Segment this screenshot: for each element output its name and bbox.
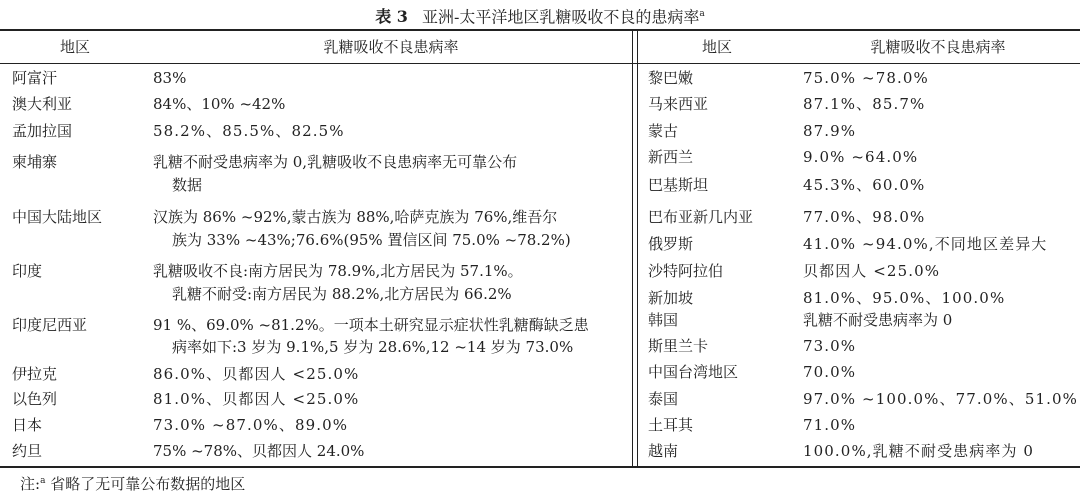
region-cell: 土耳其 <box>648 416 694 434</box>
region-cell: 以色列 <box>12 390 58 408</box>
region-cell: 中国台湾地区 <box>648 363 739 381</box>
rate-cell: 73.0% ~87.0%、89.0% <box>153 416 349 434</box>
region-cell: 新西兰 <box>648 148 694 166</box>
rate-cell: 81.0%、贝都因人 <25.0% <box>153 390 360 408</box>
footnote-mark: a <box>40 476 46 486</box>
table-number: 表 3 <box>375 7 408 27</box>
region-cell: 巴布亚新几内亚 <box>648 208 754 226</box>
footnote-prefix: 注: <box>20 475 41 493</box>
title-footnote-mark: a <box>699 9 705 19</box>
rate-cell: 87.9% <box>803 122 857 140</box>
rate-cell: 91 %、69.0% ~81.2%。一项本土研究显示症状性乳糖酶缺乏患 <box>153 316 589 334</box>
rate-cell: 45.3%、60.0% <box>803 176 926 194</box>
rate-cell: 86.0%、贝都因人 <25.0% <box>153 365 360 383</box>
region-cell: 印度 <box>12 262 43 280</box>
region-cell: 俄罗斯 <box>648 235 694 253</box>
rate-cell: 83% <box>153 69 187 87</box>
table-footnote <box>20 470 245 495</box>
region-cell: 伊拉克 <box>12 365 58 383</box>
region-cell: 日本 <box>12 416 43 434</box>
footnote-text: 省略了无可靠公布数据的地区 <box>50 475 246 493</box>
region-cell: 沙特阿拉伯 <box>648 262 724 280</box>
table-caption: 亚洲-太平洋地区乳糖吸收不良的患病率 <box>421 7 700 27</box>
header-rate-right: 乳糖吸收不良患病率 <box>870 38 1006 56</box>
rate-cell-continued: 乳糖不耐受:南方居民为 88.2%,北方居民为 66.2% <box>172 285 512 303</box>
rate-cell: 75.0% ~78.0% <box>803 69 929 87</box>
rate-cell: 贝都因人 <25.0% <box>803 262 941 280</box>
region-cell: 约旦 <box>12 442 43 460</box>
region-cell: 马来西亚 <box>648 95 709 113</box>
rate-cell: 乳糖不耐受患病率为 0,乳糖吸收不良患病率无可靠公布 <box>153 153 518 171</box>
rate-cell-continued: 病率如下:3 岁为 9.1%,5 岁为 28.6%,12 ~14 岁为 73.0% <box>172 338 574 356</box>
rate-cell: 73.0% <box>803 337 857 355</box>
rate-cell: 97.0% ~100.0%、77.0%、51.0% <box>803 390 1078 408</box>
rate-cell: 乳糖不耐受患病率为 0 <box>803 311 953 329</box>
region-cell: 柬埔寨 <box>12 153 58 171</box>
rate-cell: 87.1%、85.7% <box>803 95 926 113</box>
header-rate-left: 乳糖吸收不良患病率 <box>323 38 459 56</box>
region-cell: 黎巴嫩 <box>648 69 694 87</box>
rate-cell: 77.0%、98.0% <box>803 208 926 226</box>
rate-cell: 71.0% <box>803 416 857 434</box>
header-region-right: 地区 <box>701 38 732 56</box>
region-cell: 斯里兰卡 <box>648 337 709 355</box>
rate-cell: 84%、10% ~42% <box>153 95 286 113</box>
column-divider-right <box>637 31 638 466</box>
rate-cell: 70.0% <box>803 363 857 381</box>
header-region-left: 地区 <box>59 38 90 56</box>
rate-cell: 100.0%,乳糖不耐受患病率为 0 <box>803 442 1035 460</box>
bottom-rule <box>0 466 1080 468</box>
rate-cell: 58.2%、85.5%、82.5% <box>153 122 345 140</box>
region-cell: 泰国 <box>648 390 679 408</box>
region-cell: 韩国 <box>648 311 679 329</box>
region-cell: 新加坡 <box>648 289 694 307</box>
region-cell: 蒙古 <box>648 122 679 140</box>
rate-cell: 41.0% ~94.0%,不同地区差异大 <box>803 235 1048 253</box>
header-rule <box>0 63 1080 64</box>
region-cell: 阿富汗 <box>12 69 58 87</box>
rate-cell: 乳糖吸收不良:南方居民为 78.9%,北方居民为 57.1%。 <box>153 262 523 280</box>
region-cell: 印度尼西亚 <box>12 316 88 334</box>
rate-cell: 81.0%、95.0%、100.0% <box>803 289 1006 307</box>
rate-cell: 9.0% ~64.0% <box>803 148 919 166</box>
rate-cell-continued: 族为 33% ~43%;76.6%(95% 置信区间 75.0% ~78.2%) <box>172 231 571 249</box>
rate-cell: 汉族为 86% ~92%,蒙古族为 88%,哈萨克族为 76%,维吾尔 <box>153 208 558 226</box>
rate-cell: 75% ~78%、贝都因人 24.0% <box>153 442 365 460</box>
column-divider-left <box>632 31 633 466</box>
region-cell: 中国大陆地区 <box>12 208 103 226</box>
region-cell: 越南 <box>648 442 679 460</box>
region-cell: 澳大利亚 <box>12 95 73 113</box>
region-cell: 孟加拉国 <box>12 122 73 140</box>
table-title <box>0 4 1080 27</box>
rate-cell-continued: 数据 <box>172 176 203 194</box>
top-rule <box>0 29 1080 31</box>
region-cell: 巴基斯坦 <box>648 176 709 194</box>
